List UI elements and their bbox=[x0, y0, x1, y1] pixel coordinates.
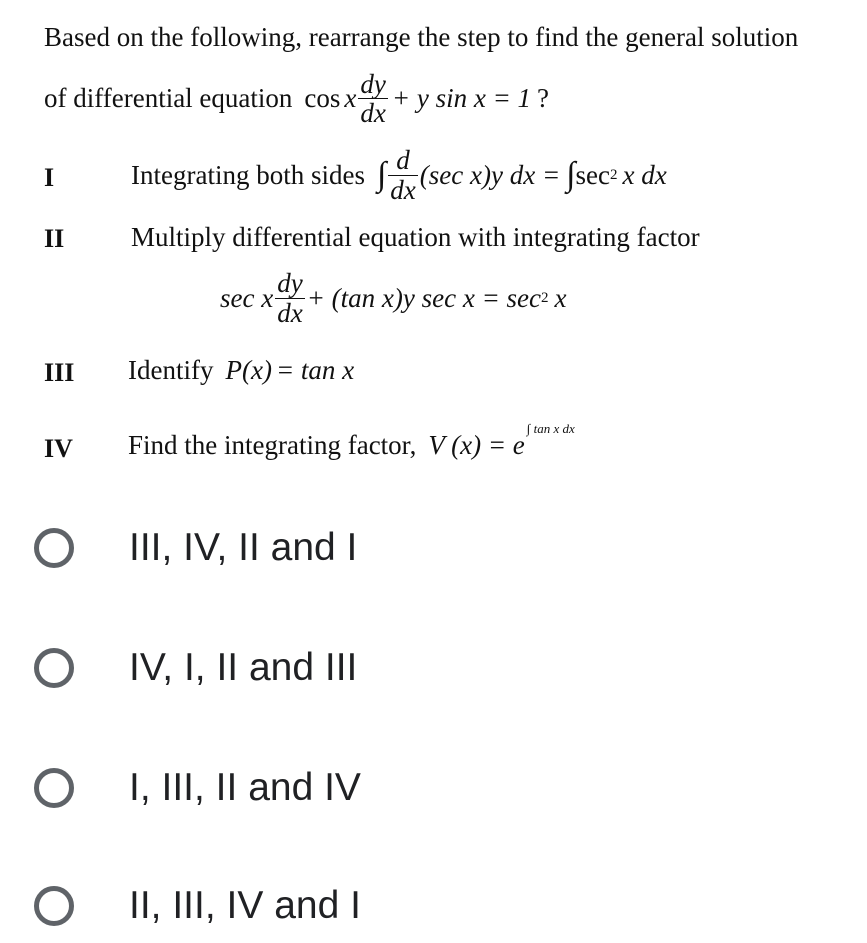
radio-circle-icon[interactable] bbox=[34, 528, 74, 568]
option-4-label: II, III, IV and I bbox=[129, 884, 361, 927]
step-iv bbox=[128, 421, 575, 461]
step-i bbox=[131, 140, 667, 210]
step-iii-lhs: P(x) bbox=[225, 355, 272, 385]
step-iii bbox=[128, 355, 354, 386]
step-iii-rhs: = tan x bbox=[275, 355, 355, 385]
step-ii-body: + (tan x)y sec x = sec bbox=[306, 282, 542, 313]
eq-fraction-num: dy bbox=[360, 69, 386, 99]
option-1-label: III, IV, II and I bbox=[129, 526, 358, 569]
step-ii-tail: x bbox=[554, 282, 567, 313]
radio-circle-icon[interactable] bbox=[34, 886, 74, 926]
step-iv-lhs: V (x) = e bbox=[428, 430, 525, 460]
eq-fraction-dydx bbox=[358, 70, 387, 128]
step-i-integral: ∫ bbox=[376, 156, 387, 193]
step-numeral-ii: II bbox=[44, 224, 65, 253]
eq-rest: + y sin x = 1 bbox=[391, 83, 532, 114]
step-ii-equation bbox=[220, 262, 567, 334]
step-i-text: Integrating both sides bbox=[131, 159, 365, 190]
step-numeral-iii: III bbox=[44, 358, 75, 387]
step-ii-text: Multiply differential equation with integrating factor bbox=[131, 222, 700, 252]
option-4[interactable] bbox=[34, 876, 361, 936]
step-i-fraction-num: d bbox=[388, 146, 417, 175]
step-ii-sup: 2 bbox=[541, 289, 549, 306]
option-3[interactable] bbox=[34, 758, 361, 818]
eq-cos: cos bbox=[304, 83, 341, 114]
step-numeral-iv: IV bbox=[44, 434, 73, 463]
step-i-rhs: sec bbox=[575, 159, 610, 190]
eq-question-mark: ? bbox=[537, 83, 550, 114]
step-numeral-i: I bbox=[44, 163, 55, 192]
eq-x: x bbox=[344, 83, 357, 114]
step-iv-text: Find the integrating factor, bbox=[128, 430, 417, 460]
eq-fraction-den: dx bbox=[360, 98, 386, 129]
step-iii-text: Identify bbox=[128, 355, 214, 385]
question-line-2 bbox=[44, 70, 549, 128]
step-ii-fraction-num: dy bbox=[277, 268, 303, 299]
step-i-fraction-den: dx bbox=[390, 174, 416, 205]
step-i-fraction bbox=[388, 146, 417, 204]
option-3-label: I, III, II and IV bbox=[129, 766, 361, 809]
option-2-label: IV, I, II and III bbox=[129, 646, 358, 689]
step-i-rhs-tail: x dx bbox=[622, 159, 667, 190]
step-i-body: (sec x)y dx = bbox=[419, 159, 561, 190]
question-line-2-prefix: of differential equation bbox=[44, 83, 293, 114]
step-iv-exponent: ∫ tan x dx bbox=[526, 421, 575, 436]
radio-circle-icon[interactable] bbox=[34, 648, 74, 688]
step-i-integral-2: ∫ bbox=[566, 156, 576, 193]
step-i-rhs-sup: 2 bbox=[609, 166, 618, 183]
option-2[interactable] bbox=[34, 638, 357, 698]
radio-circle-icon[interactable] bbox=[34, 768, 74, 808]
step-ii-fraction bbox=[275, 269, 304, 327]
step-ii-fraction-den: dx bbox=[277, 297, 303, 328]
option-1[interactable] bbox=[34, 518, 357, 578]
question-line-1: Based on the following, rearrange the step to find the general solution bbox=[44, 22, 799, 52]
step-ii-prefix: sec x bbox=[220, 282, 274, 313]
